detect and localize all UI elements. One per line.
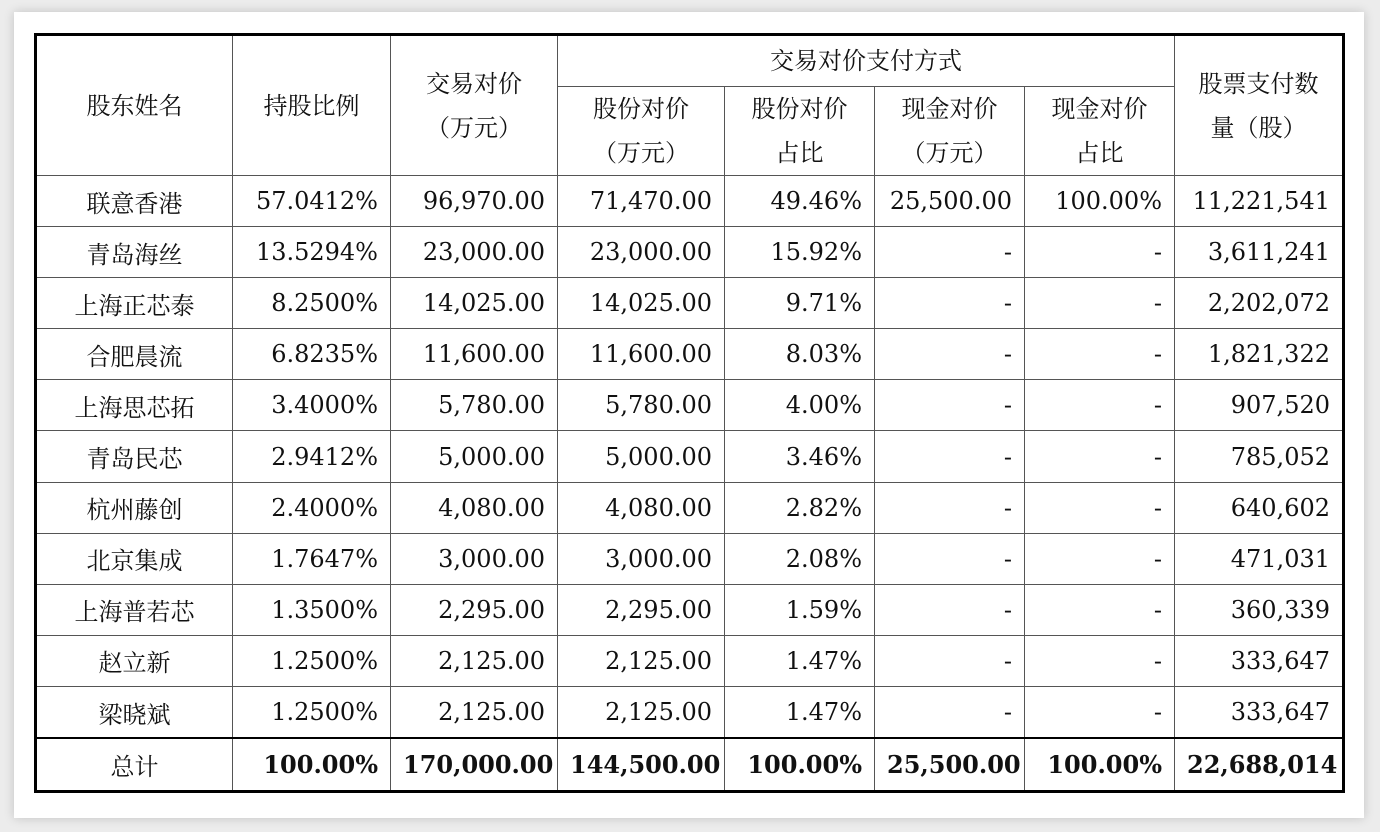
cell-name: 总计 [36,738,233,791]
cell-ratio: 57.0412% [233,176,391,227]
cell-ratio: 1.3500% [233,584,391,635]
cell-name: 青岛民芯 [36,431,233,482]
header-consideration-line1: 交易对价 [426,69,522,98]
table-row [36,533,1344,584]
cell-consideration: 23,000.00 [391,227,558,278]
header-share-value-line1: 股份对价 [593,95,689,123]
cell-cash-pct: - [1025,635,1175,686]
header-share-pct [725,87,875,176]
cell-share-pct: 15.92% [725,227,875,278]
cell-ratio: 2.9412% [233,431,391,482]
cell-cash-value: - [875,584,1025,635]
cell-share-value: 14,025.00 [558,278,725,329]
cell-ratio: 13.5294% [233,227,391,278]
cell-share-value: 4,080.00 [558,482,725,533]
header-cash-value-line1: 现金对价 [901,95,998,123]
cell-ratio: 1.7647% [233,533,391,584]
cell-shares: 3,611,241 [1175,227,1344,278]
cell-share-value: 23,000.00 [558,227,725,278]
cell-cash-value: 25,500.00 [875,176,1025,227]
cell-cash-value: - [875,533,1025,584]
cell-shares: 640,602 [1175,482,1344,533]
cell-share-pct: 9.71% [725,278,875,329]
table-header [36,35,1344,176]
cell-share-value: 5,000.00 [558,431,725,482]
cell-consideration: 3,000.00 [391,533,558,584]
header-cash-pct-line1: 现金对价 [1051,95,1148,123]
cell-consideration: 96,970.00 [391,176,558,227]
header-shares-line1: 股票支付数 [1198,69,1319,98]
cell-name: 上海普若芯 [36,584,233,635]
cell-share-pct: 2.08% [725,533,875,584]
cell-name: 北京集成 [36,533,233,584]
header-cash-pct-line2: 占比 [1075,139,1124,167]
cell-cash-pct: - [1025,380,1175,431]
cell-ratio: 6.8235% [233,329,391,380]
cell-share-value: 71,470.00 [558,176,725,227]
table-row [36,635,1344,686]
cell-share-value: 2,295.00 [558,584,725,635]
table-row [36,482,1344,533]
cell-shares: 333,647 [1175,686,1344,738]
cell-name: 青岛海丝 [36,227,233,278]
cell-name: 梁晓斌 [36,686,233,738]
cell-share-pct: 49.46% [725,176,875,227]
cell-cash-pct: 100.00% [1025,738,1175,791]
cell-share-value: 144,500.00 [558,738,725,791]
cell-name: 联意香港 [36,176,233,227]
cell-cash-pct: - [1025,227,1175,278]
cell-cash-pct: - [1025,482,1175,533]
cell-consideration: 14,025.00 [391,278,558,329]
table-row [36,176,1344,227]
cell-cash-value: - [875,329,1025,380]
cell-name: 合肥晨流 [36,329,233,380]
header-consideration-line2: （万元） [426,113,522,142]
header-name: 股东姓名 [36,35,233,176]
cell-consideration: 4,080.00 [391,482,558,533]
cell-cash-value: - [875,380,1025,431]
header-share-pct-line1: 股份对价 [751,95,848,123]
cell-ratio: 3.4000% [233,380,391,431]
header-share-pct-line2: 占比 [775,139,824,167]
cell-cash-pct: - [1025,584,1175,635]
cell-name: 上海正芯泰 [36,278,233,329]
cell-cash-value: - [875,686,1025,738]
cell-cash-value: - [875,278,1025,329]
cell-cash-pct: 100.00% [1025,176,1175,227]
cell-cash-pct: - [1025,431,1175,482]
cell-share-pct: 1.59% [725,584,875,635]
cell-ratio: 100.00% [233,738,391,791]
table-row [36,329,1344,380]
header-ratio: 持股比例 [233,35,391,176]
shareholder-consideration-table [34,33,1345,793]
cell-cash-pct: - [1025,686,1175,738]
cell-shares: 333,647 [1175,635,1344,686]
header-shares-line2: 量（股） [1210,113,1307,142]
cell-consideration: 2,125.00 [391,635,558,686]
table-row [36,380,1344,431]
cell-name: 上海思芯拓 [36,380,233,431]
cell-shares: 2,202,072 [1175,278,1344,329]
cell-share-pct: 3.46% [725,431,875,482]
cell-shares: 1,821,322 [1175,329,1344,380]
cell-shares: 11,221,541 [1175,176,1344,227]
cell-share-value: 3,000.00 [558,533,725,584]
total-row [36,738,1344,791]
cell-shares: 360,339 [1175,584,1344,635]
document-frame [14,12,1364,818]
cell-share-pct: 8.03% [725,329,875,380]
cell-cash-value: - [875,227,1025,278]
table-row [36,278,1344,329]
cell-share-value: 5,780.00 [558,380,725,431]
header-cash-pct [1025,87,1175,176]
header-cash-value [875,87,1025,176]
header-share-value [558,87,725,176]
cell-ratio: 1.2500% [233,635,391,686]
table-body [36,176,1344,792]
cell-cash-pct: - [1025,278,1175,329]
cell-share-value: 11,600.00 [558,329,725,380]
header-cash-value-line2: （万元） [901,139,998,167]
cell-share-pct: 100.00% [725,738,875,791]
cell-share-value: 2,125.00 [558,686,725,738]
cell-cash-pct: - [1025,533,1175,584]
cell-shares: 22,688,014 [1175,738,1344,791]
cell-cash-value: 25,500.00 [875,738,1025,791]
cell-ratio: 8.2500% [233,278,391,329]
table-row [36,227,1344,278]
cell-consideration: 5,780.00 [391,380,558,431]
table-row [36,431,1344,482]
cell-shares: 471,031 [1175,533,1344,584]
cell-share-pct: 1.47% [725,686,875,738]
cell-consideration: 170,000.00 [391,738,558,791]
cell-consideration: 5,000.00 [391,431,558,482]
cell-shares: 907,520 [1175,380,1344,431]
cell-cash-pct: - [1025,329,1175,380]
header-shares [1175,35,1344,176]
cell-cash-value: - [875,431,1025,482]
cell-share-pct: 2.82% [725,482,875,533]
cell-shares: 785,052 [1175,431,1344,482]
cell-share-pct: 1.47% [725,635,875,686]
table-row [36,584,1344,635]
cell-name: 赵立新 [36,635,233,686]
header-consideration [391,35,558,176]
cell-share-pct: 4.00% [725,380,875,431]
cell-name: 杭州藤创 [36,482,233,533]
cell-cash-value: - [875,635,1025,686]
cell-ratio: 1.2500% [233,686,391,738]
cell-consideration: 2,295.00 [391,584,558,635]
header-payment-method: 交易对价支付方式 [558,35,1175,87]
header-share-value-line2: （万元） [593,139,689,167]
cell-consideration: 2,125.00 [391,686,558,738]
table-row [36,686,1344,738]
cell-consideration: 11,600.00 [391,329,558,380]
cell-cash-value: - [875,482,1025,533]
cell-share-value: 2,125.00 [558,635,725,686]
cell-ratio: 2.4000% [233,482,391,533]
